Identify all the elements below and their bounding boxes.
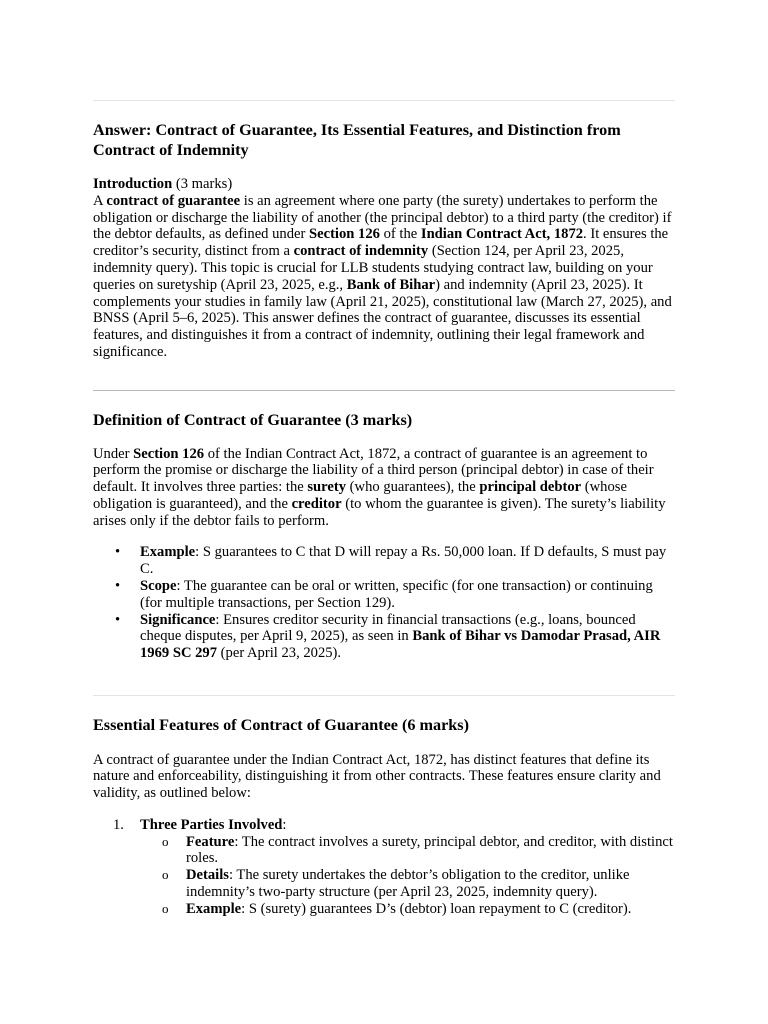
bold-term: Indian Contract Act, 1872 <box>420 226 584 243</box>
sub-list-item <box>93 901 675 918</box>
bullet-marker: • <box>115 611 121 628</box>
item-text: : The guarantee can be oral or written, specific (for one transaction) or continuing (for multiple transactions, per Section 129). <box>140 578 653 611</box>
item-label: Three Parties Involved <box>140 816 283 833</box>
bullet-marker: • <box>115 578 121 595</box>
text-run: A <box>93 192 107 209</box>
bold-term: Section 126 <box>309 226 380 243</box>
text-run: (Section 124, per April 23, 2025, indemnity query). This topic is crucial for LLB students studying contract law, building on your queries on suretyship (April 23, 2025, e.g., <box>93 243 653 293</box>
item-label: Significance <box>140 611 216 628</box>
features-section <box>93 716 675 918</box>
item-text: : S guarantees to C that D will repay a Rs. 50,000 loan. If D defaults, S must pay C. <box>140 544 667 578</box>
bold-term: principal debtor <box>479 479 582 496</box>
definition-bullet-list <box>93 544 675 662</box>
list-item <box>93 612 675 662</box>
item-text: : The surety undertakes the debtor’s obligation to the creditor, unlike indemnity’s two-party structure (per April 23, 2025, indemnity query). <box>186 867 630 901</box>
sub-bullet-marker: o <box>162 867 169 883</box>
item-label: Details <box>186 867 229 884</box>
item-text: : <box>282 816 287 833</box>
definition-paragraph <box>93 446 675 530</box>
sub-bullet-marker: o <box>162 833 169 849</box>
top-divider <box>93 100 675 101</box>
bold-term: contract of indemnity <box>293 243 429 260</box>
definition-heading: Definition of Contract of Guarantee (3 marks) <box>93 411 413 429</box>
section-divider <box>93 390 675 391</box>
features-heading: Essential Features of Contract of Guarantee (6 marks) <box>93 716 469 734</box>
text-run: is an agreement where one party (the surety) undertakes to perform the obligation or discharge the liability of another (the principal debtor) to a third party (the creditor) if the debtor defaults, as defined under <box>93 192 672 243</box>
item-label: Feature <box>186 833 235 850</box>
list-item <box>93 817 675 834</box>
text-run: (whose obligation is guaranteed), and the <box>93 479 627 512</box>
bold-term: Section 126 <box>133 445 205 462</box>
text-run: . It ensures the creditor’s security, distinct from a <box>93 226 669 260</box>
case-citation: Bank of Bihar vs Damodar Prasad, AIR 1969 SC 297 <box>140 628 661 662</box>
bold-term: surety <box>307 479 347 496</box>
bold-term: creditor <box>291 495 342 512</box>
section-divider <box>93 695 675 696</box>
text-run: of the <box>379 226 421 243</box>
item-text: : Ensures creditor security in financial transactions (e.g., loans, bounced cheque disputes, per April 9, 2025), as seen in <box>140 611 636 645</box>
bullet-marker: • <box>115 544 121 561</box>
item-text: : S (surety) guarantees D’s (debtor) loan repayment to C (creditor). <box>241 900 632 917</box>
item-label: Example <box>186 900 242 917</box>
item-text: (per April 23, 2025). <box>217 645 342 662</box>
list-number: 1. <box>113 816 124 833</box>
features-intro: A contract of guarantee under the Indian Contract Act, 1872, has distinct features that define its nature and enforceability, distinguishing it from other contracts. These features ensure clarity and validity, as outlined below: <box>93 751 661 802</box>
introduction-marks: (3 marks) <box>172 176 233 192</box>
bold-term: Bank of Bihar <box>346 276 436 293</box>
introduction-paragraph <box>93 193 675 361</box>
definition-section <box>93 411 675 662</box>
text-run: Under <box>93 445 134 462</box>
text-run: ) and indemnity (April 23, 2025). It complements your studies in family law (April 21, 2025), constitutional law (March 27, 2025), and BNSS (April 5–6, 2025). This answer defines the contract of guarantee, discusses its essential features, and distinguishes it from a contract of indemnity, outlining their legal framework and significance. <box>93 276 672 360</box>
text-run: (to whom the guarantee is given). The surety’s liability arises only if the debtor fails to perform. <box>93 495 666 529</box>
sub-list-item <box>93 834 675 868</box>
answer-title: Answer: Contract of Guarantee, Its Essential Features, and Distinction from Contract of Indemnity <box>93 121 621 159</box>
text-run: of the Indian Contract Act, 1872, a contract of guarantee is an agreement to perform the promise or discharge the liability of a third person (principal debtor) in case of their default. It involves three parties: the <box>93 445 654 496</box>
item-label: Example <box>140 544 196 561</box>
introduction-label <box>93 176 675 193</box>
item-label: Scope <box>140 578 177 595</box>
item-text: : The contract involves a surety, principal debtor, and creditor, with distinct roles. <box>186 833 673 867</box>
answer-section <box>93 121 675 160</box>
text-run: (who guarantees), the <box>346 479 480 496</box>
sub-list-item <box>93 867 675 901</box>
features-list <box>93 817 675 918</box>
list-item <box>93 578 675 612</box>
introduction-section <box>93 176 675 361</box>
bold-term: contract of guarantee <box>106 192 241 209</box>
sub-bullet-marker: o <box>162 900 169 916</box>
introduction-heading: Introduction <box>93 176 173 192</box>
list-item <box>93 544 675 578</box>
